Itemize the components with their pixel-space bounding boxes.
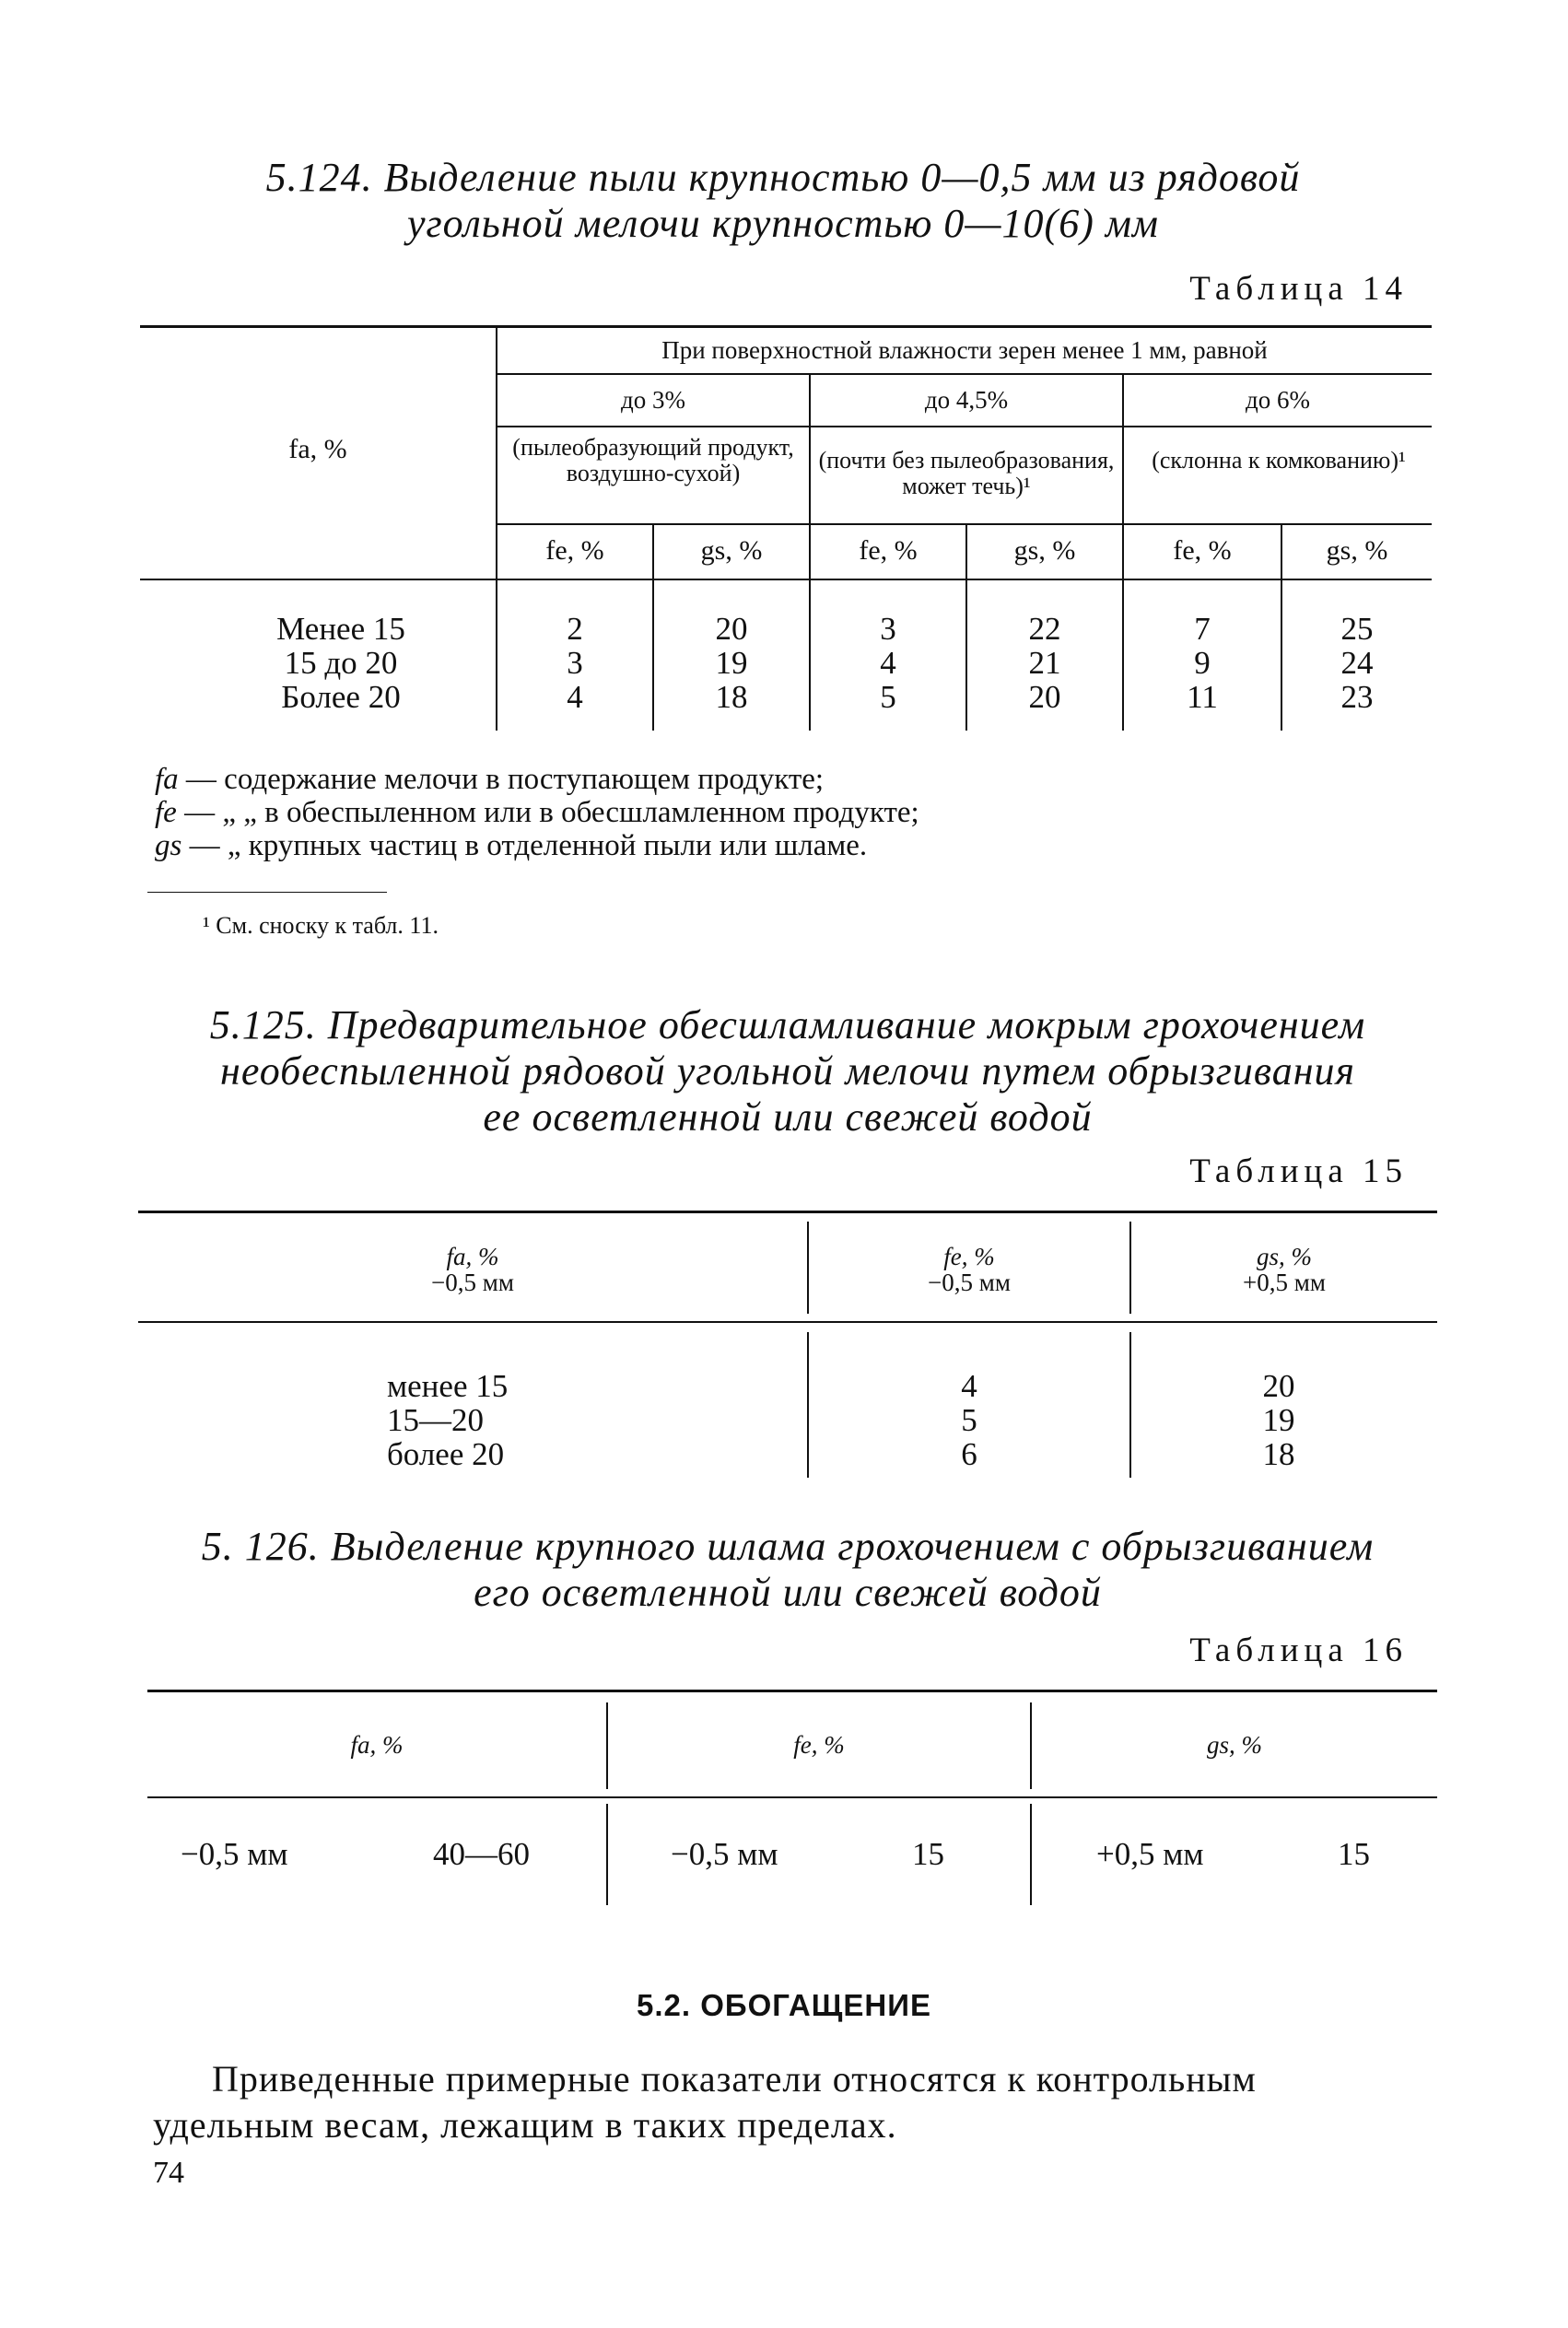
table-cell: 18 [715,679,748,715]
table-14-col-fe-3 [497,612,652,714]
section-5-124-title: 5.124. Выделение пыли крупностью 0—0,5 мм из рядовой угольной мелочи крупностью 0—10(6) мм [265,155,1301,246]
table-cell: 20 [715,611,748,647]
table-16-header-fa: fa, % [350,1731,404,1759]
sub-header-fe: fe, % [859,535,918,566]
table-14-rule [496,426,1432,427]
table-cell: 23 [1340,679,1374,715]
table-14-header-rule [140,579,1432,580]
table-15-label: Таблица 15 [1189,1152,1408,1190]
table-16-fe-size: −0,5 мм [671,1836,778,1872]
table-14-top-rule [140,325,1432,328]
legend-symbol: gs [155,829,182,862]
table-14-row-header: fa, % [288,434,347,464]
table-cell: 25 [1340,611,1374,647]
table-16-header-fe: fe, % [793,1731,845,1759]
sub-header-gs: gs, % [1326,535,1388,566]
table-cell: 7 [1194,611,1211,647]
table-16-divider [1030,1804,1032,1905]
table-cell: менее 15 [387,1368,509,1404]
table-15-header-gs: gs, % +0,5 мм [1243,1243,1326,1296]
legend-fe [155,796,919,830]
table-cell: 9 [1194,645,1211,681]
table-16-label: Таблица 16 [1189,1632,1408,1669]
table-row-label: 15 до 20 [284,645,398,681]
table-14-label: Таблица 14 [1189,270,1408,308]
table-row-label: Менее 15 [276,611,405,647]
table-cell: 4 [880,645,896,681]
group-2-level: до 4,5% [924,386,1009,414]
table-16-top-rule [147,1690,1437,1692]
table-row-label: Более 20 [281,679,401,715]
table-cell: 19 [1262,1402,1295,1438]
table-cell: 20 [1262,1368,1295,1404]
table-cell: 3 [880,611,896,647]
table-16-fa-size: −0,5 мм [181,1836,288,1872]
table-15-header-fa: fa, % −0,5 мм [431,1243,514,1296]
table-cell: 4 [961,1368,977,1404]
table-cell: 5 [961,1402,977,1438]
table-cell: 18 [1262,1436,1295,1472]
table-16-header-rule [147,1796,1437,1798]
legend-gs [155,829,867,863]
table-cell: 2 [567,611,583,647]
table-cell: 22 [1028,611,1061,647]
table-15-header-fe: fe, % −0,5 мм [928,1243,1011,1296]
table-14-col-fe-6 [1124,612,1281,714]
table-cell: 4 [567,679,583,715]
group-3-desc: (склонна к комкованию)¹ [1152,447,1406,474]
legend-symbol: fe [155,796,177,829]
group-2-desc: (почти без пылеобразования, может течь)¹ [818,447,1115,499]
table-14-col-gs-3 [654,612,809,714]
legend-text: — содержание мелочи в поступающем продукте; [185,763,825,796]
legend-text: — „ крупных частиц в отделенной пыли или шламе. [189,829,868,862]
section-5-2-heading: 5.2. ОБОГАЩЕНИЕ [637,1988,931,2022]
table-cell: 6 [961,1436,977,1472]
sub-header-gs: gs, % [1013,535,1076,566]
table-14-col-gs-45 [967,612,1122,714]
sub-header-gs: gs, % [700,535,763,566]
table-cell: 3 [567,645,583,681]
table-cell: 19 [715,645,748,681]
sub-header-fe: fe, % [1173,535,1232,566]
table-16-gs-size: +0,5 мм [1096,1836,1204,1872]
table-cell: 20 [1028,679,1061,715]
group-3-level: до 6% [1246,386,1310,414]
table-16-divider [606,1804,608,1905]
section-5-2-paragraph: Приведенные примерные показатели относятся к контрольным удельным весам, лежащим в таких пределах. [153,2058,1257,2146]
table-14-rule [496,523,1432,525]
table-15-col-fe [809,1369,1129,1471]
table-cell: 15—20 [387,1402,484,1438]
legend-fa [155,763,824,797]
table-14-row-labels [221,612,461,714]
table-cell: 5 [880,679,896,715]
footnote: ¹ См. сноску к табл. 11. [203,912,439,939]
table-cell: 24 [1340,645,1374,681]
table-cell: 11 [1187,679,1218,715]
section-5-125-title: 5.125. Предварительное обесшламливание мокрым грохочением необеспыленной рядовой угольной мелочи путем обрызгивания ее осветленной или свежей водой [209,1002,1366,1140]
table-16-fa-value: 40—60 [433,1836,530,1872]
section-5-126-title: 5. 126. Выделение крупного шлама грохочением с обрызгиванием его осветленной или свежей водой [201,1524,1375,1615]
legend-text: — „ „ в обеспыленном или в обесшламленном продукте; [184,796,919,829]
page-number: 74 [153,2156,184,2190]
table-15-top-rule [138,1211,1437,1213]
table-14-rule [496,373,1432,375]
table-14-col-fe-45 [811,612,965,714]
table-15-col-gs [1131,1369,1426,1471]
sub-header-fe: fe, % [545,535,604,566]
footnote-rule [147,892,387,893]
table-cell: более 20 [387,1436,505,1472]
table-16-header-gs: gs, % [1207,1731,1262,1759]
table-15-col-fa [387,1369,571,1471]
table-14-col-gs-6 [1282,612,1432,714]
group-1-level: до 3% [621,386,685,414]
legend-symbol: fa [155,763,179,796]
table-15-header-rule [138,1321,1437,1323]
table-14-group-header: При поверхностной влажности зерен менее 1 мм, равной [661,336,1268,364]
table-16-gs-value: 15 [1338,1836,1370,1872]
table-16-fe-value: 15 [912,1836,944,1872]
group-1-desc: (пылеобразующий продукт, воздушно-сухой) [512,434,794,486]
table-cell: 21 [1028,645,1061,681]
